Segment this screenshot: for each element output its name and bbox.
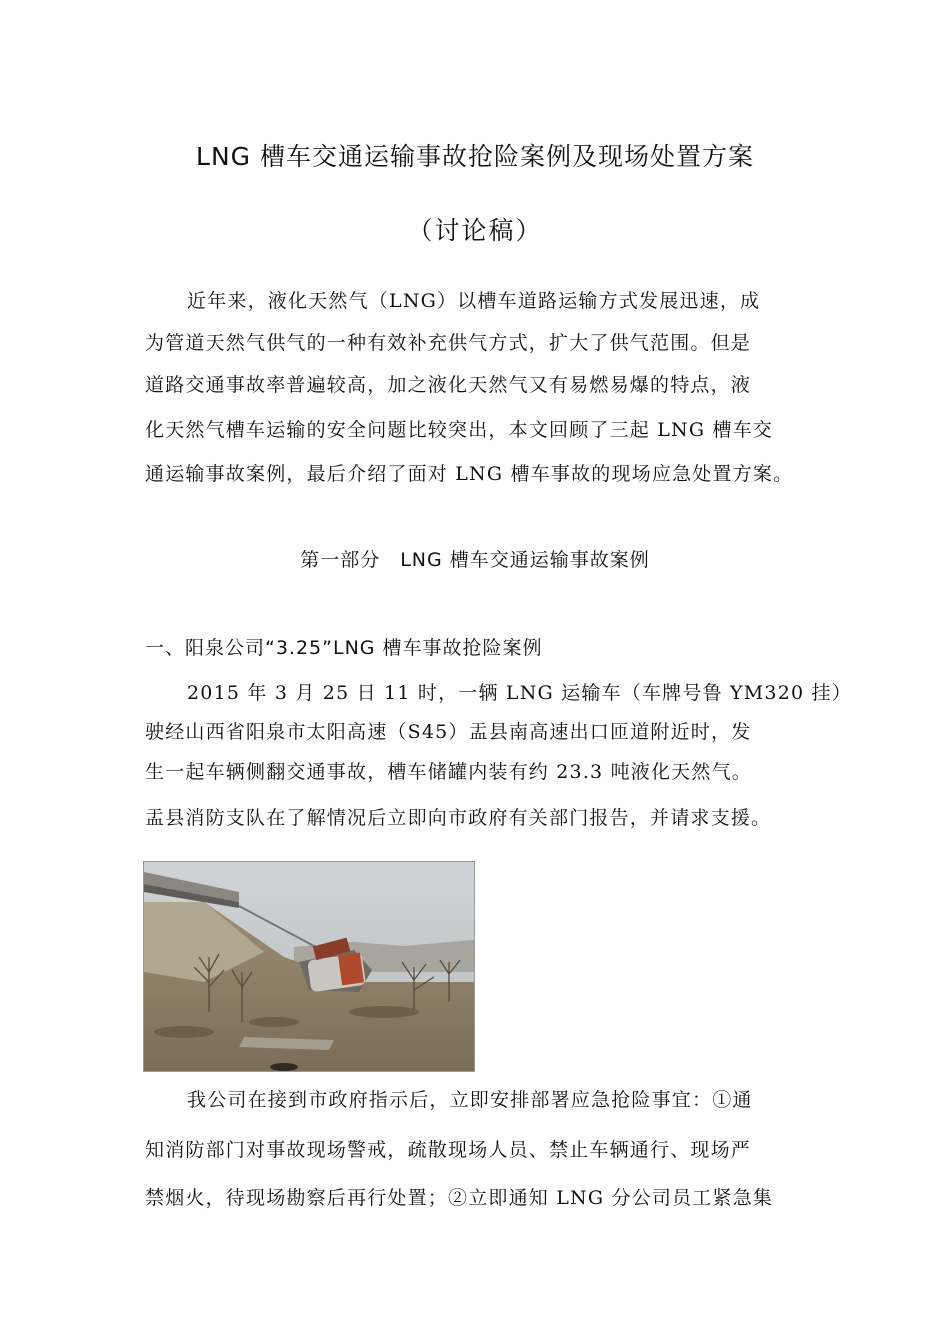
intro-line: 近年来，液化天然气（LNG）以槽车道路运输方式发展迅速，成 xyxy=(187,290,761,312)
intro-line: 化天然气槽车运输的安全问题比较突出，本文回顾了三起 LNG 槽车交 xyxy=(145,419,774,441)
response-line: 禁烟火，待现场勘察后再行处置；②立即通知 LNG 分公司员工紧急集 xyxy=(145,1187,774,1209)
response-line: 我公司在接到市政府指示后，立即安排部署应急抢险事宜：①通 xyxy=(187,1089,753,1111)
response-line: 知消防部门对事故现场警戒，疏散现场人员、禁止车辆通行、现场严 xyxy=(145,1139,752,1161)
part-heading: 第一部分 LNG 槽车交通运输事故案例 xyxy=(300,549,650,571)
intro-line: 为管道天然气供气的一种有效补充供气方式，扩大了供气范围。但是 xyxy=(145,332,752,354)
case-paragraph-line: 生一起车辆侧翻交通事故，槽车储罐内装有约 23.3 吨液化天然气。 xyxy=(145,761,752,783)
document-title: LNG 槽车交通运输事故抢险案例及现场处置方案 xyxy=(196,142,754,171)
intro-line: 道路交通事故率普遍较高，加之液化天然气又有易燃易爆的特点，液 xyxy=(145,374,752,396)
case-paragraph-line: 驶经山西省阳泉市太阳高速（S45）盂县南高速出口匝道附近时，发 xyxy=(145,721,752,743)
case-heading: 一、阳泉公司“3.25”LNG 槽车事故抢险案例 xyxy=(145,637,543,659)
document-subtitle: （讨论稿） xyxy=(407,216,543,245)
case-paragraph-line: 2015 年 3 月 25 日 11 时，一辆 LNG 运输车（车牌号鲁 YM320 挂） xyxy=(187,682,852,704)
intro-line: 通运输事故案例，最后介绍了面对 LNG 槽车事故的现场应急处置方案。 xyxy=(145,463,794,485)
case-paragraph-line: 盂县消防支队在了解情况后立即向市政府有关部门报告，并请求支援。 xyxy=(145,807,772,829)
accident-scene-photo xyxy=(143,861,475,1072)
